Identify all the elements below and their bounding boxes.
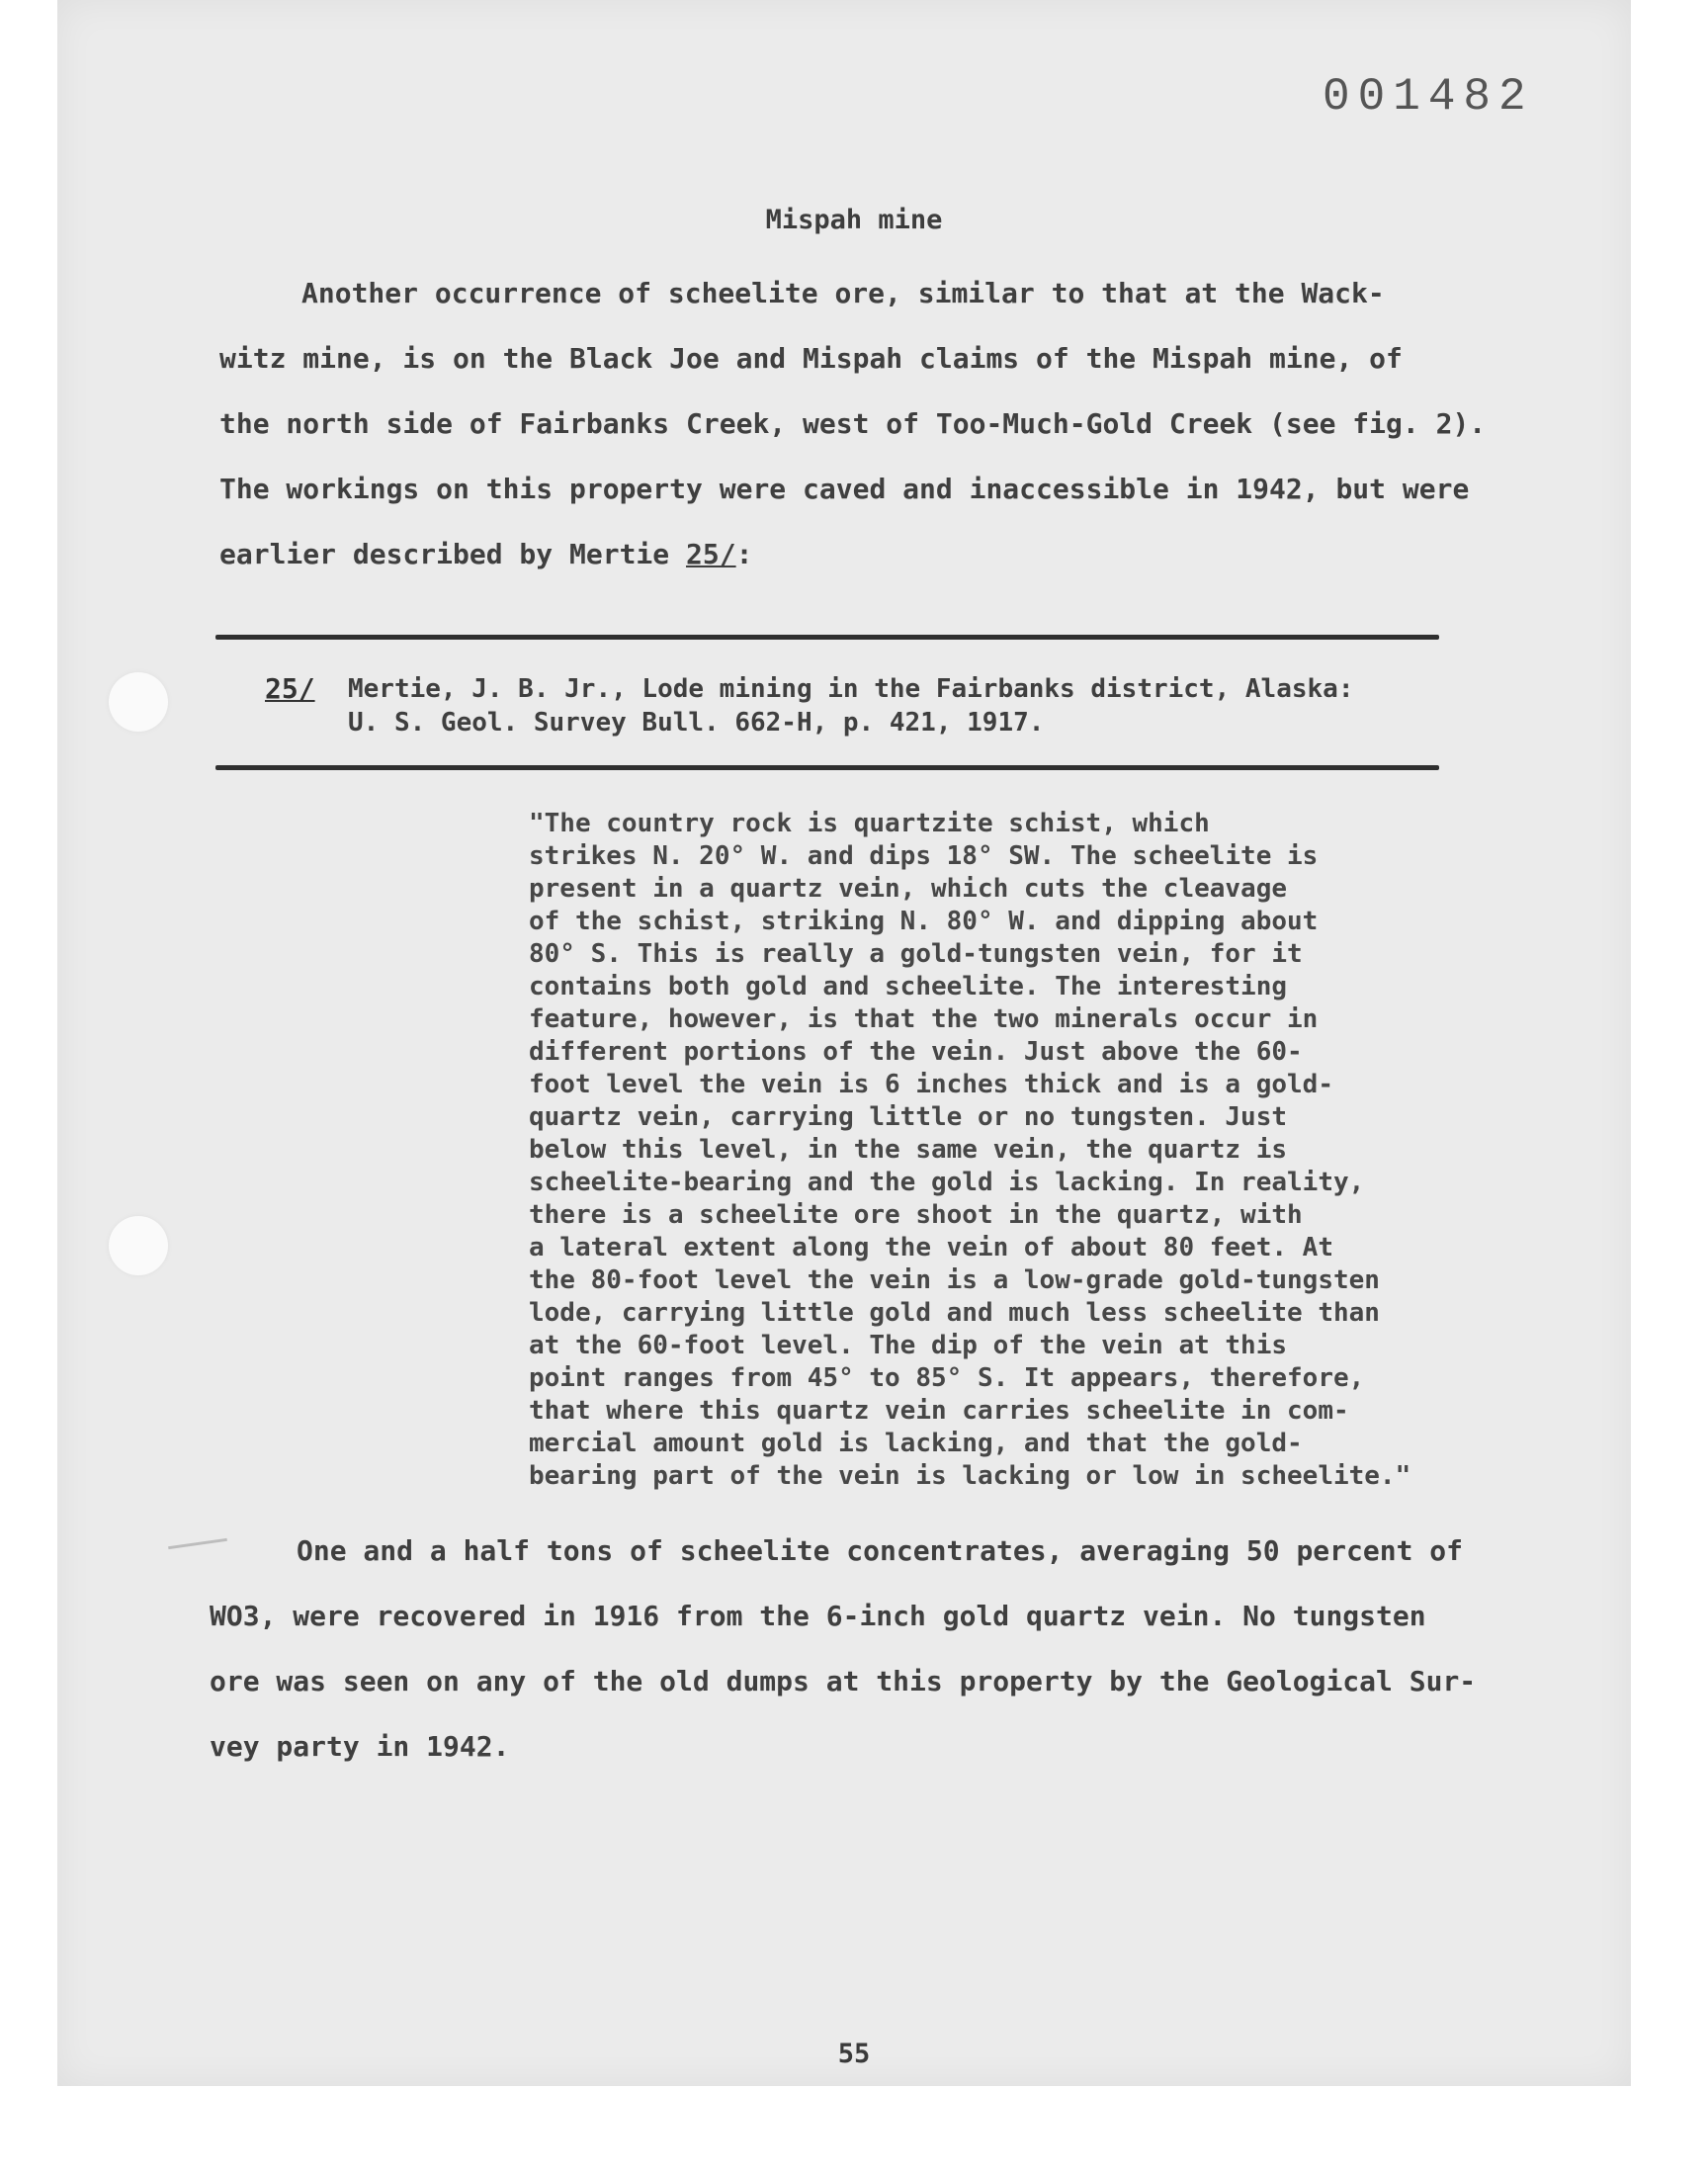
footnote-reference: 25/ — [686, 538, 736, 570]
page-number: 55 — [837, 2039, 871, 2069]
footnote-rule-bottom — [215, 765, 1439, 770]
document-number-stamp: 001482 — [1323, 71, 1534, 123]
quote-line: of the schist, striking N. 80° W. and dipping about — [529, 907, 1319, 936]
punch-hole-upper — [109, 672, 168, 732]
footnote-line: Mertie, J. B. Jr., Lode mining in the Fairbanks district, Alaska: — [348, 674, 1354, 704]
quote-line: feature, however, is that the two minerals occur in — [529, 1004, 1319, 1034]
paragraph2-line: ore was seen on any of the old dumps at this property by the Geological Sur- — [210, 1665, 1477, 1697]
quote-line: "The country rock is quartzite schist, which — [529, 809, 1210, 838]
paragraph2-line: WO3, were recovered in 1916 from the 6-inch gold quartz vein. No tungsten — [210, 1600, 1426, 1632]
paragraph1-last-text: earlier described by Mertie — [219, 538, 687, 570]
footnote-line: U. S. Geol. Survey Bull. 662-H, p. 421, 1917. — [348, 708, 1045, 738]
footnote-rule-top — [215, 635, 1439, 640]
paragraph1-line: Another occurrence of scheelite ore, similar to that at the Wack- — [301, 277, 1385, 309]
paragraph1-last-colon: : — [735, 538, 753, 570]
quote-line: that where this quartz vein carries scheelite in com- — [529, 1396, 1349, 1426]
paragraph2-line: vey party in 1942. — [210, 1730, 510, 1763]
paragraph2-line: One and a half tons of scheelite concentrates, averaging 50 percent of — [297, 1534, 1464, 1567]
section-title: Mispah mine — [765, 205, 943, 235]
paragraph1-line: The workings on this property were caved and inaccessible in 1942, but were — [219, 473, 1470, 505]
quote-line: at the 60-foot level. The dip of the vein at this — [529, 1331, 1288, 1360]
quote-line: 80° S. This is really a gold-tungsten vein, for it — [529, 939, 1303, 969]
quote-line: scheelite-bearing and the gold is lacking. In reality, — [529, 1168, 1365, 1197]
paragraph1-line-last — [219, 538, 752, 570]
quote-line: there is a scheelite ore shoot in the quartz, with — [529, 1200, 1303, 1230]
quote-line: present in a quartz vein, which cuts the cleavage — [529, 874, 1288, 904]
quote-line: contains both gold and scheelite. The interesting — [529, 972, 1288, 1001]
quote-line: different portions of the vein. Just above the 60- — [529, 1037, 1303, 1067]
punch-hole-lower — [109, 1216, 168, 1275]
quote-line: strikes N. 20° W. and dips 18° SW. The scheelite is — [529, 841, 1319, 871]
quote-line: mercial amount gold is lacking, and that the gold- — [529, 1429, 1303, 1458]
quote-line: foot level the vein is 6 inches thick and is a gold- — [529, 1070, 1333, 1099]
paragraph1-line: witz mine, is on the Black Joe and Mispah claims of the Mispah mine, of — [219, 342, 1403, 375]
quote-line: the 80-foot level the vein is a low-grade gold-tungsten — [529, 1265, 1380, 1295]
quote-line: bearing part of the vein is lacking or low in scheelite." — [529, 1461, 1411, 1491]
quote-line: below this level, in the same vein, the quartz is — [529, 1135, 1288, 1165]
quote-line: lode, carrying little gold and much less scheelite than — [529, 1298, 1380, 1328]
quote-line: a lateral extent along the vein of about 80 feet. At — [529, 1233, 1333, 1262]
quote-line: point ranges from 45° to 85° S. It appears, therefore, — [529, 1363, 1365, 1393]
footnote-marker: 25/ — [265, 672, 315, 705]
quote-line: quartz vein, carrying little or no tungsten. Just — [529, 1102, 1288, 1132]
paragraph1-line: the north side of Fairbanks Creek, west of Too-Much-Gold Creek (see fig. 2). — [219, 407, 1487, 440]
